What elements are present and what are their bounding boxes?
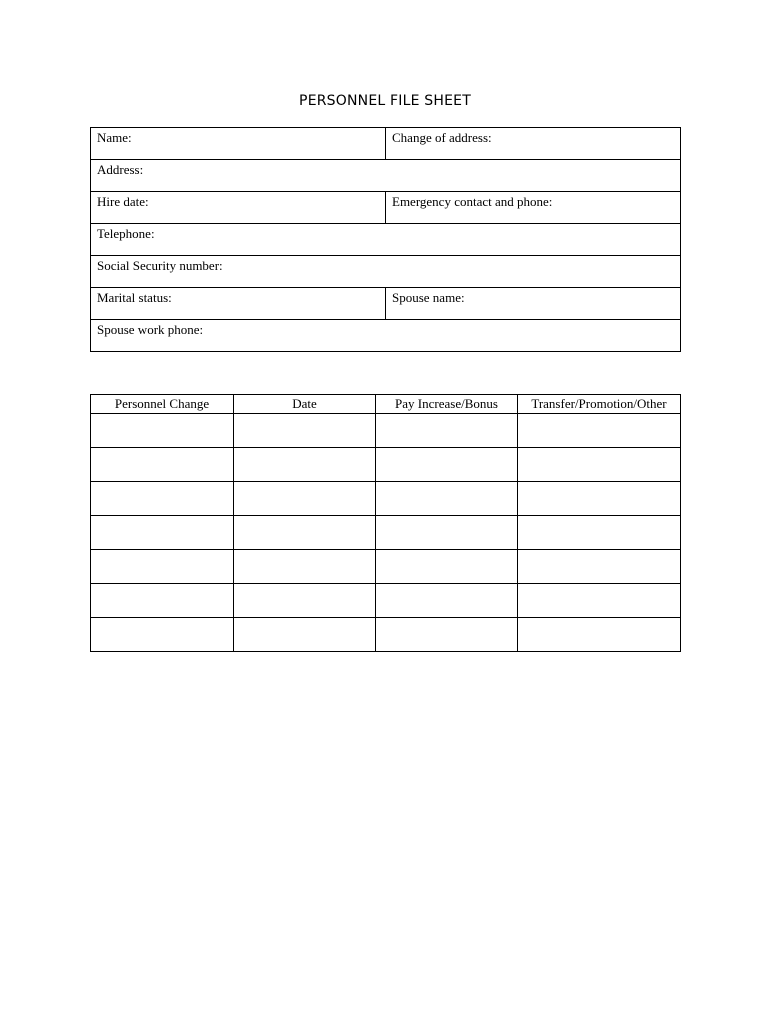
table-cell[interactable] [376,482,518,516]
table-cell[interactable] [518,550,681,584]
address-field[interactable]: Address: [91,160,681,192]
table-cell[interactable] [234,448,376,482]
column-header-date: Date [234,395,376,414]
table-cell[interactable] [376,584,518,618]
info-row-address [91,160,681,192]
table-cell[interactable] [234,482,376,516]
hire-date-field[interactable]: Hire date: [91,192,386,224]
info-row-telephone [91,224,681,256]
spouse-name-field[interactable]: Spouse name: [386,288,681,320]
table-cell[interactable] [91,482,234,516]
table-cell[interactable] [91,584,234,618]
table-cell[interactable] [91,618,234,652]
table-cell[interactable] [376,414,518,448]
info-row-name [91,128,681,160]
personnel-change-table [90,394,681,652]
table-row [91,482,681,516]
table-cell[interactable] [518,448,681,482]
marital-status-field[interactable]: Marital status: [91,288,386,320]
table-cell[interactable] [376,516,518,550]
page-title: PERSONNEL FILE SHEET [299,93,471,109]
table-cell[interactable] [234,584,376,618]
table-cell[interactable] [91,516,234,550]
table-cell[interactable] [376,550,518,584]
table-cell[interactable] [376,618,518,652]
table-cell[interactable] [234,618,376,652]
table-cell[interactable] [234,414,376,448]
change-of-address-field[interactable]: Change of address: [386,128,681,160]
column-header-pay-increase-bonus: Pay Increase/Bonus [376,395,518,414]
table-cell[interactable] [518,482,681,516]
table-cell[interactable] [518,414,681,448]
telephone-field[interactable]: Telephone: [91,224,681,256]
table-cell[interactable] [518,584,681,618]
name-field[interactable]: Name: [91,128,386,160]
table-cell[interactable] [234,550,376,584]
info-row-spouse-work-phone [91,320,681,352]
table-row [91,414,681,448]
table-cell[interactable] [91,448,234,482]
employee-info-table [90,127,681,352]
column-header-transfer-promotion-other: Transfer/Promotion/Other [518,395,681,414]
table-cell[interactable] [518,618,681,652]
table-cell[interactable] [518,516,681,550]
table-row [91,448,681,482]
info-row-marital-status [91,288,681,320]
table-cell[interactable] [91,550,234,584]
emergency-contact-field[interactable]: Emergency contact and phone: [386,192,681,224]
table-row [91,584,681,618]
ssn-field[interactable]: Social Security number: [91,256,681,288]
table-row [91,516,681,550]
table-cell[interactable] [376,448,518,482]
table-row [91,550,681,584]
info-row-hire-date [91,192,681,224]
table-header-row [91,395,681,414]
table-row [91,618,681,652]
table-cell[interactable] [234,516,376,550]
spouse-work-phone-field[interactable]: Spouse work phone: [91,320,681,352]
column-header-personnel-change: Personnel Change [91,395,234,414]
info-row-ssn [91,256,681,288]
table-cell[interactable] [91,414,234,448]
